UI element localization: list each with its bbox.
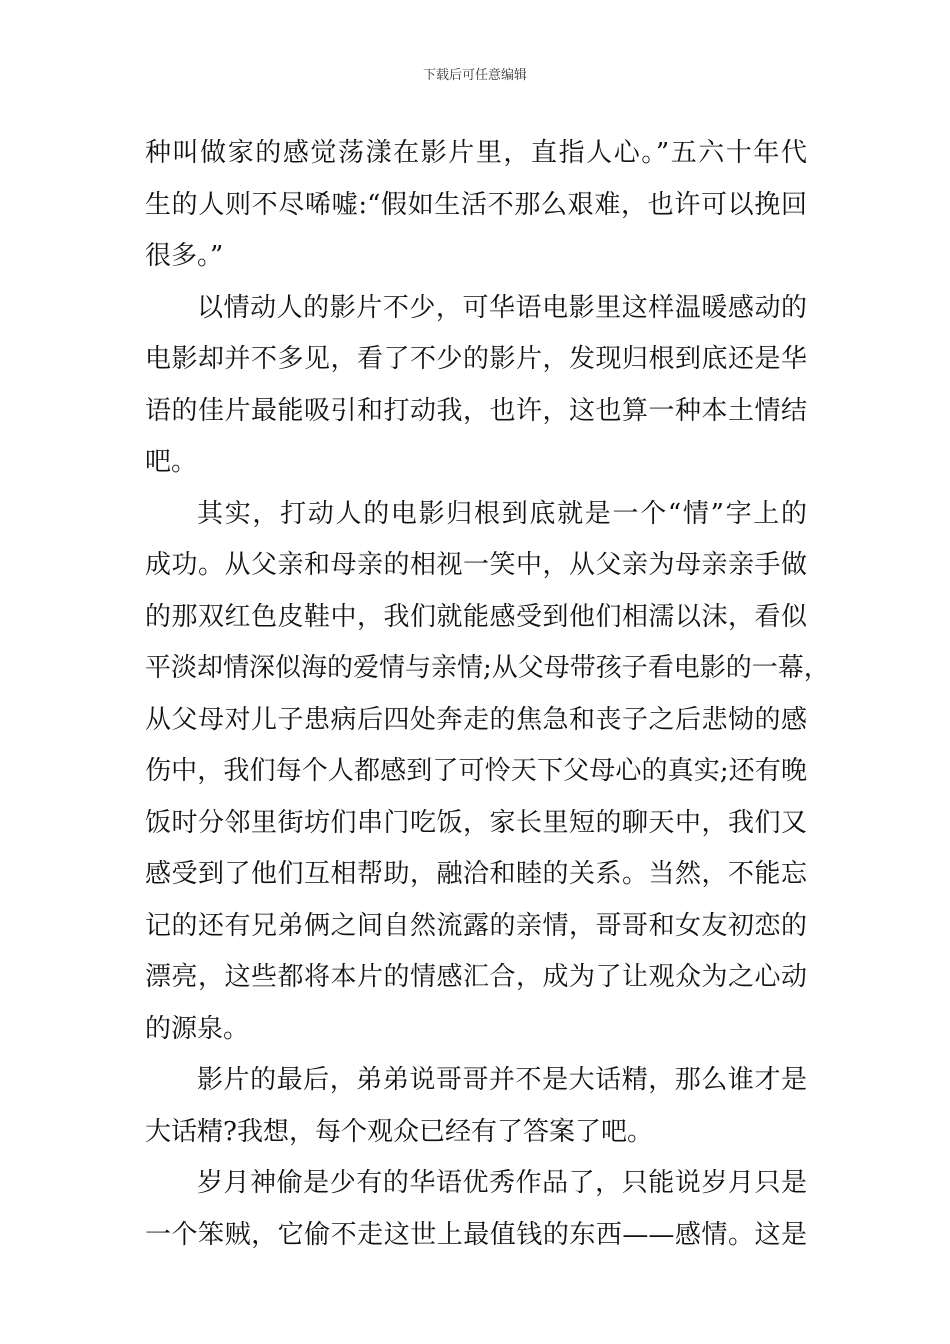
- text-line: 种叫做家的感觉荡漾在影片里，直指人心。”五六十年代: [145, 138, 807, 168]
- text-line: 语的佳片最能吸引和打动我，也许，这也算一种本土情结: [145, 395, 807, 426]
- text-line: 一个笨贼，它偷不走这世上最值钱的东西——感情。这是: [145, 1219, 807, 1250]
- text-line: 漂亮，这些都将本片的情感汇合，成为了让观众为之心动: [145, 962, 807, 992]
- text-line: 记的还有兄弟俩之间自然流露的亲情，哥哥和女友初恋的: [145, 910, 807, 941]
- text-line: 很多。”: [145, 241, 224, 271]
- text-line: 以情动人的影片不少，可华语电影里这样温暖感动的: [197, 292, 807, 323]
- paragraph: [145, 1158, 807, 1261]
- page-header: 下载后可任意编辑: [422, 68, 527, 83]
- text-line: 成功。从父亲和母亲的相视一笑中，从父亲为母亲亲手做: [145, 550, 807, 580]
- paragraph: [145, 489, 830, 1056]
- text-line: 电影却并不多见，看了不少的影片，发现归根到底还是华: [145, 344, 807, 374]
- text-line: 的源泉。: [145, 1013, 250, 1044]
- text-line: 其实，打动人的电影归根到底就是一个“情”字上的: [197, 498, 807, 529]
- text-line: 从父母对儿子患病后四处奔走的焦急和丧子之后悲恸的感: [145, 704, 807, 735]
- paragraph: [145, 283, 807, 489]
- text-line: 感受到了他们互相帮助，融洽和睦的关系。当然，不能忘: [145, 859, 807, 889]
- text-line: 岁月神偷是少有的华语优秀作品了，只能说岁月只是: [197, 1168, 807, 1198]
- text-line: 平淡却情深似海的爱情与亲情;从父母带孩子看电影的一幕，: [145, 653, 830, 683]
- text-line: 伤中，我们每个人都感到了可怜天下父母心的真实;还有晚: [145, 756, 807, 786]
- text-line: 影片的最后，弟弟说哥哥并不是大话精，那么谁才是: [197, 1065, 807, 1095]
- text-line: 吧。: [145, 447, 198, 477]
- paragraph: [145, 128, 807, 283]
- text-line: 生的人则不尽唏嘘:“假如生活不那么艰难，也许可以挽回: [145, 189, 807, 220]
- text-line: 大话精?我想，每个观众已经有了答案了吧。: [145, 1116, 653, 1147]
- document-body: [145, 128, 830, 1261]
- text-line: 的那双红色皮鞋中，我们就能感受到他们相濡以沫，看似: [145, 601, 807, 632]
- text-line: 饭时分邻里街坊们串门吃饭，家长里短的聊天中，我们又: [145, 807, 807, 838]
- paragraph: [145, 1055, 807, 1158]
